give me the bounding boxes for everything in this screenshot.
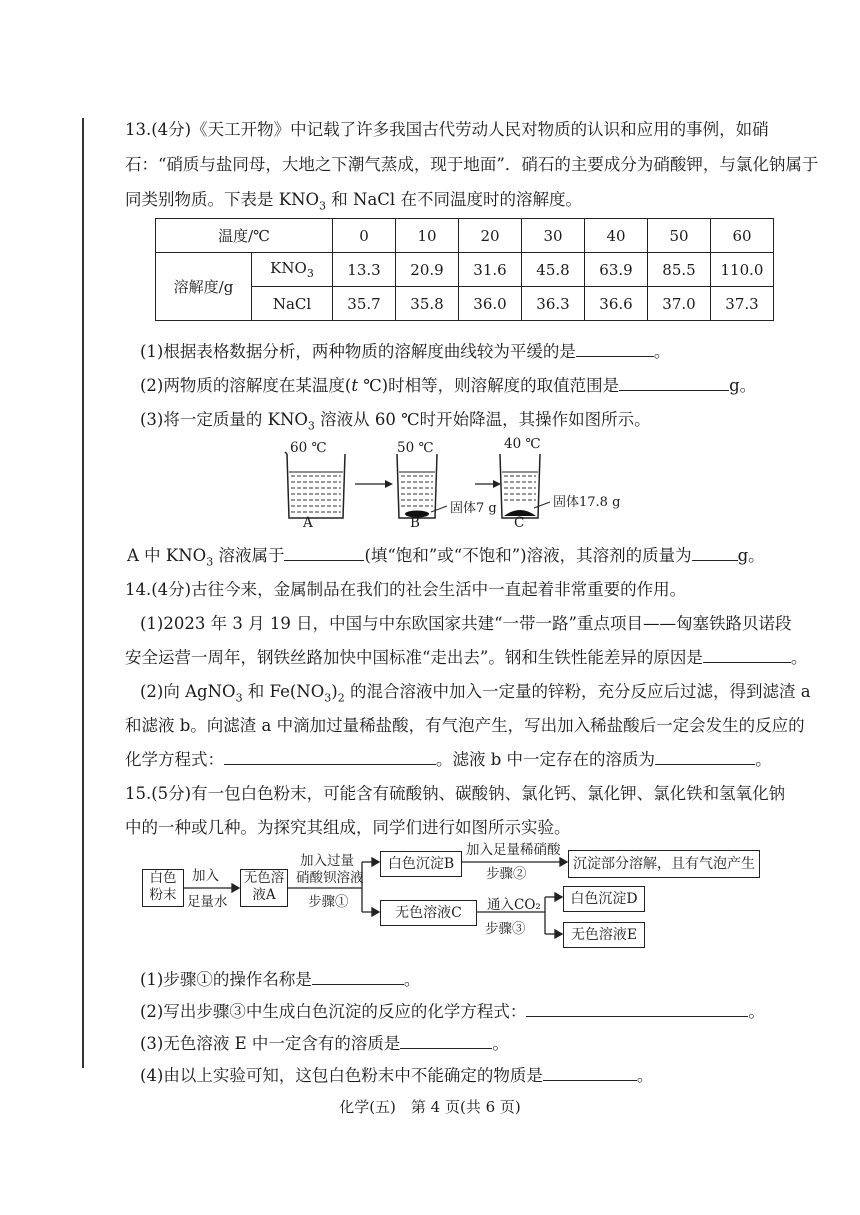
box-result: 沉淀部分溶解，且有气泡产生 bbox=[568, 850, 760, 878]
beaker-a-temp: 60 ℃ bbox=[290, 440, 327, 456]
q14-sub2-line3: 化学方程式： 。滤液 b 中一定存在的溶质为 。 bbox=[125, 750, 772, 769]
kno3-value: 45.8 bbox=[522, 253, 585, 287]
beaker-b-temp: 50 ℃ bbox=[397, 440, 434, 456]
arrow2-label-bottom: 步骤① bbox=[308, 894, 349, 910]
q15-stem-line1: 15.(5分)有一包白色粉末，可能含有硫酸钠、碳酸钠、氯化钙、氯化钾、氯化铁和氢氧化钠 bbox=[125, 784, 786, 803]
beaker-c-label: C bbox=[514, 515, 525, 531]
kno3-label: $KNO_3$ bbox=[252, 253, 333, 287]
solubility-label: 溶解度/g bbox=[156, 253, 252, 321]
q13-sub2: (2)两物质的溶解度在某温度(t ℃)时相等，则溶解度的取值范围是 g。 bbox=[140, 376, 757, 395]
arrow1-label-bottom: 足量水 bbox=[187, 894, 228, 910]
nacl-label: NaCl bbox=[252, 287, 333, 321]
beaker-b-label: B bbox=[410, 515, 420, 531]
kno3-value: 13.3 bbox=[333, 253, 396, 287]
kno3-value: 85.5 bbox=[648, 253, 711, 287]
kno3-value: 31.6 bbox=[459, 253, 522, 287]
temp-cell: 10 bbox=[396, 219, 459, 253]
arrow4-label-top: 通入CO₂ bbox=[487, 897, 541, 913]
solubility-table bbox=[155, 218, 774, 321]
arrow2-label-top2: 硝酸钡溶液 bbox=[296, 870, 364, 886]
q13-sub3: (3)将一定质量的 $KNO_3$ 溶液从 60 ℃时开始降温，其操作如图所示。 bbox=[140, 410, 651, 433]
beaker-c bbox=[500, 454, 550, 518]
q14-stem: 14.(4分)古往今来，金属制品在我们的社会生活中一直起着非常重要的作用。 bbox=[125, 580, 687, 599]
binding-margin-line bbox=[82, 118, 84, 1068]
kno3-value: 110.0 bbox=[711, 253, 774, 287]
temp-cell: 0 bbox=[333, 219, 396, 253]
arrow3-label-top: 加入足量稀硝酸 bbox=[466, 842, 561, 858]
q15-stem-line2: 中的一种或几种。为探究其组成，同学们进行如图所示实验。 bbox=[125, 818, 571, 837]
arrow3-label-bottom: 步骤② bbox=[486, 866, 527, 882]
nacl-value: 37.3 bbox=[711, 287, 774, 321]
q15-sub3: (3)无色溶液 E 中一定含有的溶质是 。 bbox=[140, 1034, 509, 1053]
nacl-value: 36.0 bbox=[459, 287, 522, 321]
temp-cell: 40 bbox=[585, 219, 648, 253]
q13-stem-line2: 石：“硝质与盐同母，大地之下潮气蒸成，现于地面”．硝石的主要成分为硝酸钾，与氯化钠属于 bbox=[125, 155, 819, 174]
q14-sub1-line1: (1)2023 年 3 月 19 日，中国与中东欧国家共建“一带一路”重点项目——匈塞铁路贝诺段 bbox=[140, 614, 792, 633]
kno3-value: 63.9 bbox=[585, 253, 648, 287]
temp-cell: 30 bbox=[522, 219, 585, 253]
temp-cell: 50 bbox=[648, 219, 711, 253]
arrow1-label-top: 加入 bbox=[192, 868, 219, 884]
nacl-value: 37.0 bbox=[648, 287, 711, 321]
arrow2-label-top1: 加入过量 bbox=[300, 853, 354, 869]
q14-sub2-line1: (2)向 AgNO$_3$ 和 $Fe(NO_3)_2$ 的混合溶液中加入一定量的锌粉，充分反应后过滤，得到滤渣 a bbox=[140, 682, 811, 705]
arrow4-label-bottom: 步骤③ bbox=[485, 921, 526, 937]
beaker-b bbox=[397, 454, 447, 518]
beaker-a bbox=[285, 452, 345, 518]
box-solution-e: 无色溶液E bbox=[563, 922, 645, 948]
box-precipitate-b: 白色沉淀B bbox=[380, 851, 462, 877]
temp-cell: 20 bbox=[459, 219, 522, 253]
q14-sub1-line2: 安全运营一周年，钢铁丝路加快中国标准“走出去”。钢和生铁性能差异的原因是 。 bbox=[125, 648, 808, 667]
beaker-c-temp: 40 ℃ bbox=[504, 436, 541, 452]
box-white-powder: 白色粉末 bbox=[142, 869, 184, 907]
nacl-value: 35.8 bbox=[396, 287, 459, 321]
beaker-a-label: A bbox=[303, 515, 313, 531]
nacl-value: 36.3 bbox=[522, 287, 585, 321]
q13-sub1: (1)根据表格数据分析，两种物质的溶解度曲线较为平缓的是 。 bbox=[140, 342, 671, 361]
page-footer: 化学(五) 第 4 页(共 6 页) bbox=[339, 1098, 521, 1116]
q15-sub2: (2)写出步骤③中生成白色沉淀的反应的化学方程式： 。 bbox=[140, 1002, 765, 1021]
q15-sub4: (4)由以上实验可知，这包白色粉末中不能确定的物质是 。 bbox=[140, 1066, 654, 1085]
q15-sub1: (1)步骤①的操作名称是 。 bbox=[140, 970, 421, 989]
q13-stem-line3: 同类别物质。下表是 $KNO_3$ 和 NaCl 在不同温度时的溶解度。 bbox=[125, 190, 582, 213]
box-solution-a: 无色溶液A bbox=[240, 869, 288, 907]
beaker-b-solid: 固体7 g bbox=[450, 501, 497, 516]
q14-sub2-line2: 和滤液 b。向滤渣 a 中滴加过量稀盐酸，有气泡产生，写出加入稀盐酸后一定会发生的反应的 bbox=[125, 716, 805, 735]
q13-stem-line1: 13.(4分)《天工开物》中记载了许多我国古代劳动人民对物质的认识和应用的事例，如硝 bbox=[125, 120, 769, 139]
nacl-value: 36.6 bbox=[585, 287, 648, 321]
box-precipitate-d: 白色沉淀D bbox=[563, 886, 645, 912]
temp-cell: 60 bbox=[711, 219, 774, 253]
beaker-c-solid: 固体17.8 g bbox=[553, 495, 621, 510]
nacl-value: 35.7 bbox=[333, 287, 396, 321]
q13-tail: A 中 $KNO_3$ 溶液属于 (填“饱和”或“不饱和”)溶液，其溶剂的质量为 g。 bbox=[127, 546, 765, 569]
temp-header: 温度/℃ bbox=[156, 219, 333, 253]
kno3-value: 20.9 bbox=[396, 253, 459, 287]
box-solution-c: 无色溶液C bbox=[380, 900, 477, 926]
